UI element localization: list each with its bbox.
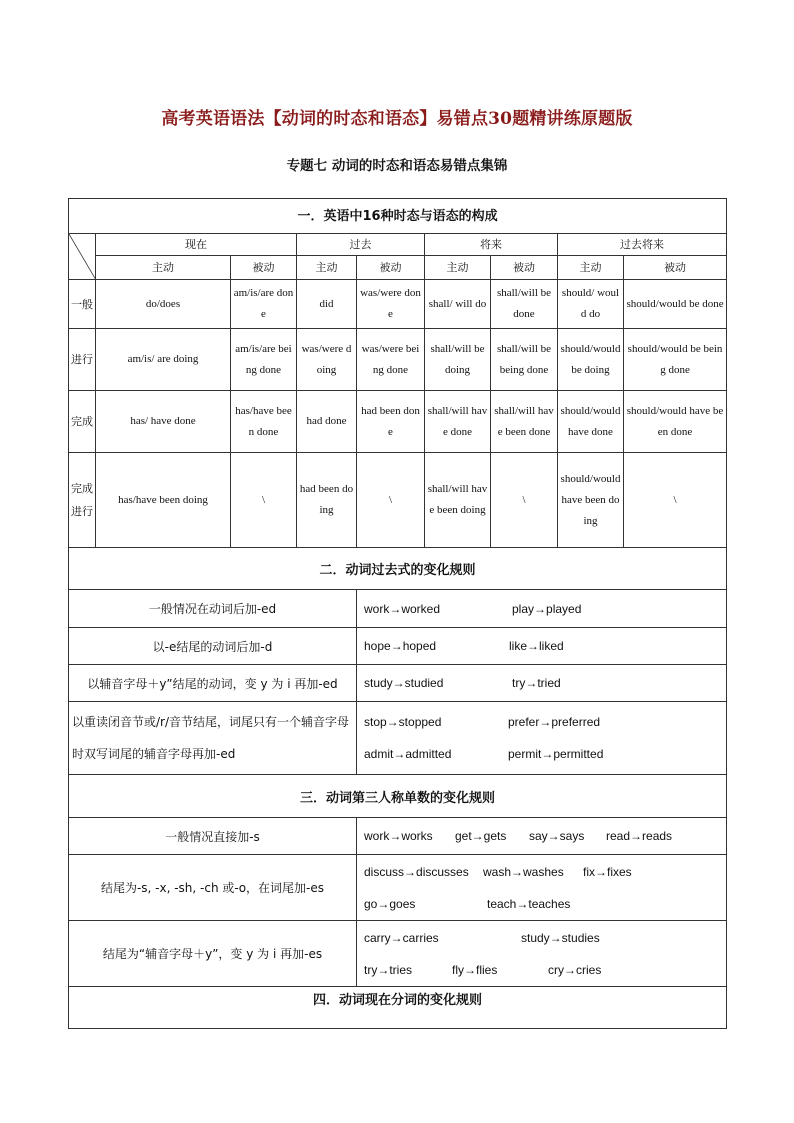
table-cell: am/is/are being done [231, 329, 297, 391]
voice-passive-header: 被动 [231, 256, 297, 280]
voice-passive-header: 被动 [491, 256, 558, 280]
table-cell: should/would have done [558, 391, 624, 453]
examples-cell [357, 665, 727, 702]
table-row [69, 921, 727, 987]
example-item: fix→fixes [583, 864, 632, 879]
example-item: play→played [512, 601, 582, 616]
section2-heading: 二．动词过去式的变化规则 [69, 548, 727, 590]
row-label-progressive: 进行 [69, 329, 96, 391]
example-item: wash→washes [483, 864, 564, 879]
table-cell: \ [624, 453, 727, 548]
tense-group-past: 过去 [297, 234, 425, 256]
tense-table-container [68, 198, 727, 1029]
table-cell: am/is/are done [231, 280, 297, 329]
example-item: like→liked [509, 639, 564, 653]
table-row [69, 702, 727, 775]
table-cell: shall/will be doing [425, 329, 491, 391]
example-item: work→worked [364, 601, 441, 616]
voice-active-header: 主动 [558, 256, 624, 280]
examples-cell [357, 855, 727, 921]
examples-cell [357, 702, 727, 775]
example-item: study→studies [521, 930, 600, 945]
tense-group-past-future: 过去将来 [558, 234, 727, 256]
table-row [69, 329, 727, 391]
document-title: 高考英语语法【动词的时态和语态】易错点30题精讲练原题版 [161, 109, 633, 129]
voice-active-header: 主动 [297, 256, 357, 280]
table-row [69, 280, 727, 329]
example-item: cry→cries [548, 962, 602, 977]
table-cell: was/were done [357, 280, 425, 329]
table-row [69, 590, 727, 628]
section3-heading: 三．动词第三人称单数的变化规则 [69, 775, 727, 818]
voice-passive-header: 被动 [357, 256, 425, 280]
example-item: get→gets [455, 829, 507, 843]
diagonal-line [69, 234, 96, 280]
tense-group-future: 将来 [425, 234, 558, 256]
example-item: study→studied [364, 676, 444, 690]
table-cell: has/have been done [231, 391, 297, 453]
example-item: read→reads [606, 829, 673, 843]
example-item: work→works [364, 829, 433, 843]
rule-text: 以辅音字母＋y”结尾的动词，变 y 为 i 再加-ed [69, 665, 357, 702]
table-cell: \ [357, 453, 425, 548]
rules-table [68, 547, 727, 1029]
voice-active-header: 主动 [96, 256, 231, 280]
example-item: carry→carries [364, 930, 439, 945]
rule-text: 一般情况直接加-s [69, 818, 357, 855]
table-row [69, 391, 727, 453]
table-cell: shall/will be being done [491, 329, 558, 391]
example-item: go→goes [364, 896, 416, 911]
table-cell: shall/will have done [425, 391, 491, 453]
table-row [69, 665, 727, 702]
example-item: permit→permitted [508, 747, 604, 761]
table-row [69, 628, 727, 665]
table-cell: should/would be being done [624, 329, 727, 391]
table-cell: \ [491, 453, 558, 548]
rule-text: 以重读闭音节或/r/音节结尾，词尾只有一个辅音字母时双写词尾的辅音字母再加-ed [69, 702, 357, 775]
rule-text: 结尾为-s, -x, -sh, -ch 或-o，在词尾加-es [69, 855, 357, 921]
table-cell: shall/will have been done [491, 391, 558, 453]
table-cell: shall/will be done [491, 280, 558, 329]
rule-text: 一般情况在动词后加-ed [69, 590, 357, 628]
table-row [69, 818, 727, 855]
voice-active-header: 主动 [425, 256, 491, 280]
section4-heading: 四．动词现在分词的变化规则 [69, 987, 727, 1029]
table-row [69, 453, 727, 548]
table-cell: do/does [96, 280, 231, 329]
table-cell: should/ would do [558, 280, 624, 329]
table-cell: was/were doing [297, 329, 357, 391]
examples-cell [357, 628, 727, 665]
section1-heading: 一．英语中16种时态与语态的构成 [69, 199, 727, 234]
example-item: prefer→preferred [508, 715, 601, 729]
table-cell: had done [297, 391, 357, 453]
row-label-perfect: 完成 [69, 391, 96, 453]
table-cell: should/would have been doing [558, 453, 624, 548]
row-label-perfect-progressive: 完成进行 [69, 453, 96, 548]
table-cell: am/is/ are doing [96, 329, 231, 391]
examples-cell [357, 818, 727, 855]
diagonal-corner-cell [69, 234, 96, 280]
example-item: discuss→discusses [364, 864, 469, 879]
examples-cell [357, 921, 727, 987]
table-row [69, 855, 727, 921]
table-cell: shall/will have been doing [425, 453, 491, 548]
examples-cell [357, 590, 727, 628]
table-cell: has/have been doing [96, 453, 231, 548]
table-cell: should/would be doing [558, 329, 624, 391]
table-cell: had been done [357, 391, 425, 453]
table-cell: should/would be done [624, 280, 727, 329]
document-subtitle: 专题七 动词的时态和语态易错点集锦 [286, 158, 508, 174]
rule-text: 结尾为“辅音字母＋y”，变 y 为 i 再加-es [69, 921, 357, 987]
table-cell: should/would have been done [624, 391, 727, 453]
table-cell: was/were being done [357, 329, 425, 391]
example-item: teach→teaches [487, 896, 571, 911]
example-item: say→says [529, 829, 585, 843]
example-item: hope→hoped [364, 639, 437, 653]
table-cell: shall/ will do [425, 280, 491, 329]
tense-table [68, 198, 727, 548]
voice-passive-header: 被动 [624, 256, 727, 280]
example-item: try→tried [512, 676, 561, 690]
tense-group-present: 现在 [96, 234, 297, 256]
table-cell: did [297, 280, 357, 329]
table-cell: has/ have done [96, 391, 231, 453]
table-cell: had been doing [297, 453, 357, 548]
example-item: stop→stopped [364, 715, 442, 729]
example-item: fly→flies [452, 962, 498, 977]
example-item: admit→admitted [364, 747, 452, 761]
rule-text: 以-e结尾的动词后加-d [69, 628, 357, 665]
table-cell: \ [231, 453, 297, 548]
row-label-simple: 一般 [69, 280, 96, 329]
example-item: try→tries [364, 962, 412, 977]
